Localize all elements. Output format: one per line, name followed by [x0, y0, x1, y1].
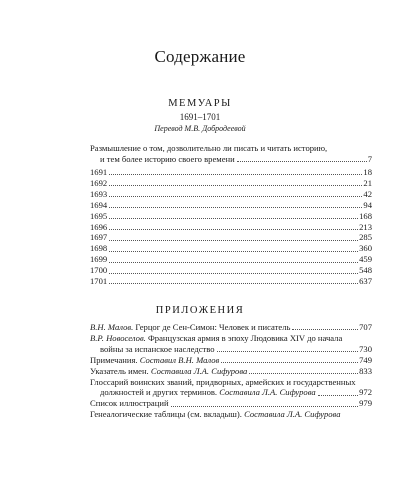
toc-page-number: 730	[359, 343, 372, 354]
dot-leader	[237, 161, 367, 162]
toc-page-number: 168	[359, 210, 372, 221]
toc-entry-text: Глоссарий воинских званий, придворных, армейских и государственных	[90, 376, 356, 387]
toc-entry-author: В.Р. Новоселов.	[90, 332, 146, 343]
toc-entry-text: 1696	[90, 221, 108, 232]
toc-page-number: 213	[359, 221, 372, 232]
toc-page-number: 21	[363, 177, 372, 188]
toc-entry-appendix[interactable]	[90, 322, 372, 333]
section-years: 1691–1701	[179, 112, 221, 122]
toc-entry-year[interactable]	[90, 178, 372, 189]
dot-leader	[109, 229, 358, 230]
toc-entry-year[interactable]	[90, 189, 372, 200]
toc-page-number: 548	[359, 265, 372, 276]
toc-entry-text: Список иллюстраций	[90, 398, 169, 409]
toc-entry-year[interactable]	[90, 222, 372, 233]
toc-entry-text: 1694	[90, 199, 108, 210]
toc-entry-appendix[interactable]	[90, 366, 372, 377]
toc-entry-year[interactable]	[90, 232, 372, 243]
section-heading-memoirs: МЕМУАРЫ	[168, 98, 232, 109]
toc-entry-text: 1699	[90, 254, 108, 265]
years-list	[90, 167, 372, 287]
toc-entry-text: и тем более историю своего времени	[100, 153, 235, 164]
page-title: Содержание	[154, 47, 246, 66]
toc-entry-appendix[interactable]	[90, 409, 372, 420]
dot-leader	[109, 207, 362, 208]
toc-page-number: 7	[367, 153, 372, 164]
toc-entry-credit: Составил В.Н. Малов	[139, 354, 220, 365]
toc-entry-text: 1698	[90, 243, 108, 254]
appendix-list	[90, 322, 372, 420]
toc-page-number: 360	[359, 243, 372, 254]
toc-entry-credit: Составила Л.А. Сифурова	[244, 409, 341, 420]
dot-leader	[249, 373, 358, 374]
dot-leader	[109, 185, 362, 186]
toc-entry-text: должностей и других терминов.	[100, 387, 220, 398]
toc-entry-year[interactable]	[90, 167, 372, 178]
dot-leader	[109, 262, 358, 263]
toc-entry-year[interactable]	[90, 211, 372, 222]
toc-entry-year[interactable]	[90, 276, 372, 287]
toc-entry-text: 1693	[90, 188, 108, 199]
toc-page-number: 94	[363, 199, 372, 210]
toc-entry-credit: Составила Л.А. Сифурова	[150, 365, 248, 376]
dot-leader	[109, 174, 362, 175]
toc-entry-appendix[interactable]	[90, 398, 372, 409]
dot-leader	[109, 218, 358, 219]
toc-entry-text: Размышление о том, дозволительно ли писать и читать историю,	[90, 143, 328, 153]
toc-entry-year[interactable]	[90, 243, 372, 254]
dot-leader	[171, 406, 359, 407]
toc-page-number: 285	[359, 232, 372, 243]
toc-entry-text: 1697	[90, 232, 108, 243]
toc-entry-text: Указатель имен.	[90, 365, 151, 376]
toc-entry-year[interactable]	[90, 254, 372, 265]
dot-leader	[221, 362, 358, 363]
dot-leader	[292, 329, 358, 330]
toc-page-number: 637	[359, 276, 372, 287]
toc-entry-text: 1701	[90, 276, 108, 287]
toc-entry-text: Генеалогические таблицы (см. вкладыш).	[90, 409, 245, 420]
dot-leader	[109, 273, 358, 274]
toc-page-number: 42	[363, 188, 372, 199]
section-credit: Перевод М.В. Добродеевой	[154, 124, 246, 133]
toc-entry-text: Примечания.	[90, 354, 140, 365]
dot-leader	[109, 251, 358, 252]
toc-entry-text: Герцог де Сен-Симон: Человек и писатель	[133, 322, 291, 332]
toc-entry-year[interactable]	[90, 265, 372, 276]
section-heading-appendix: ПРИЛОЖЕНИЯ	[155, 305, 245, 316]
toc-entry-credit: Составила Л.А. Сифурова	[219, 387, 316, 398]
dot-leader	[109, 283, 358, 284]
toc-page-number: 459	[359, 254, 372, 265]
toc-entry-text: войны за испанское наследство	[100, 343, 215, 354]
toc-entry-text: 1692	[90, 177, 108, 188]
dot-leader	[217, 351, 359, 352]
toc-page-number: 833	[359, 365, 372, 376]
toc-entry-text: 1695	[90, 210, 108, 221]
toc-entry-text: Французская армия в эпоху Людовика XIV до начала	[145, 332, 343, 343]
toc-entry-appendix[interactable]	[90, 377, 372, 399]
toc-page-number: 18	[363, 167, 372, 177]
toc-page-number: 749	[359, 354, 372, 365]
dot-leader	[318, 395, 358, 396]
toc-page-number: 972	[359, 387, 372, 398]
dot-leader	[109, 196, 362, 197]
toc-entry-year[interactable]	[90, 200, 372, 211]
toc-entry-appendix[interactable]	[90, 355, 372, 366]
toc-entry-text: 1700	[90, 265, 108, 276]
toc-entry-author: В.Н. Малов.	[90, 322, 134, 332]
toc-page-number: 707	[359, 322, 372, 332]
toc-entry-intro[interactable]	[90, 143, 372, 165]
toc-page-number: 979	[359, 398, 372, 409]
dot-leader	[109, 240, 358, 241]
toc-entry-text: 1691	[90, 167, 108, 177]
toc-entry-appendix[interactable]	[90, 333, 372, 355]
